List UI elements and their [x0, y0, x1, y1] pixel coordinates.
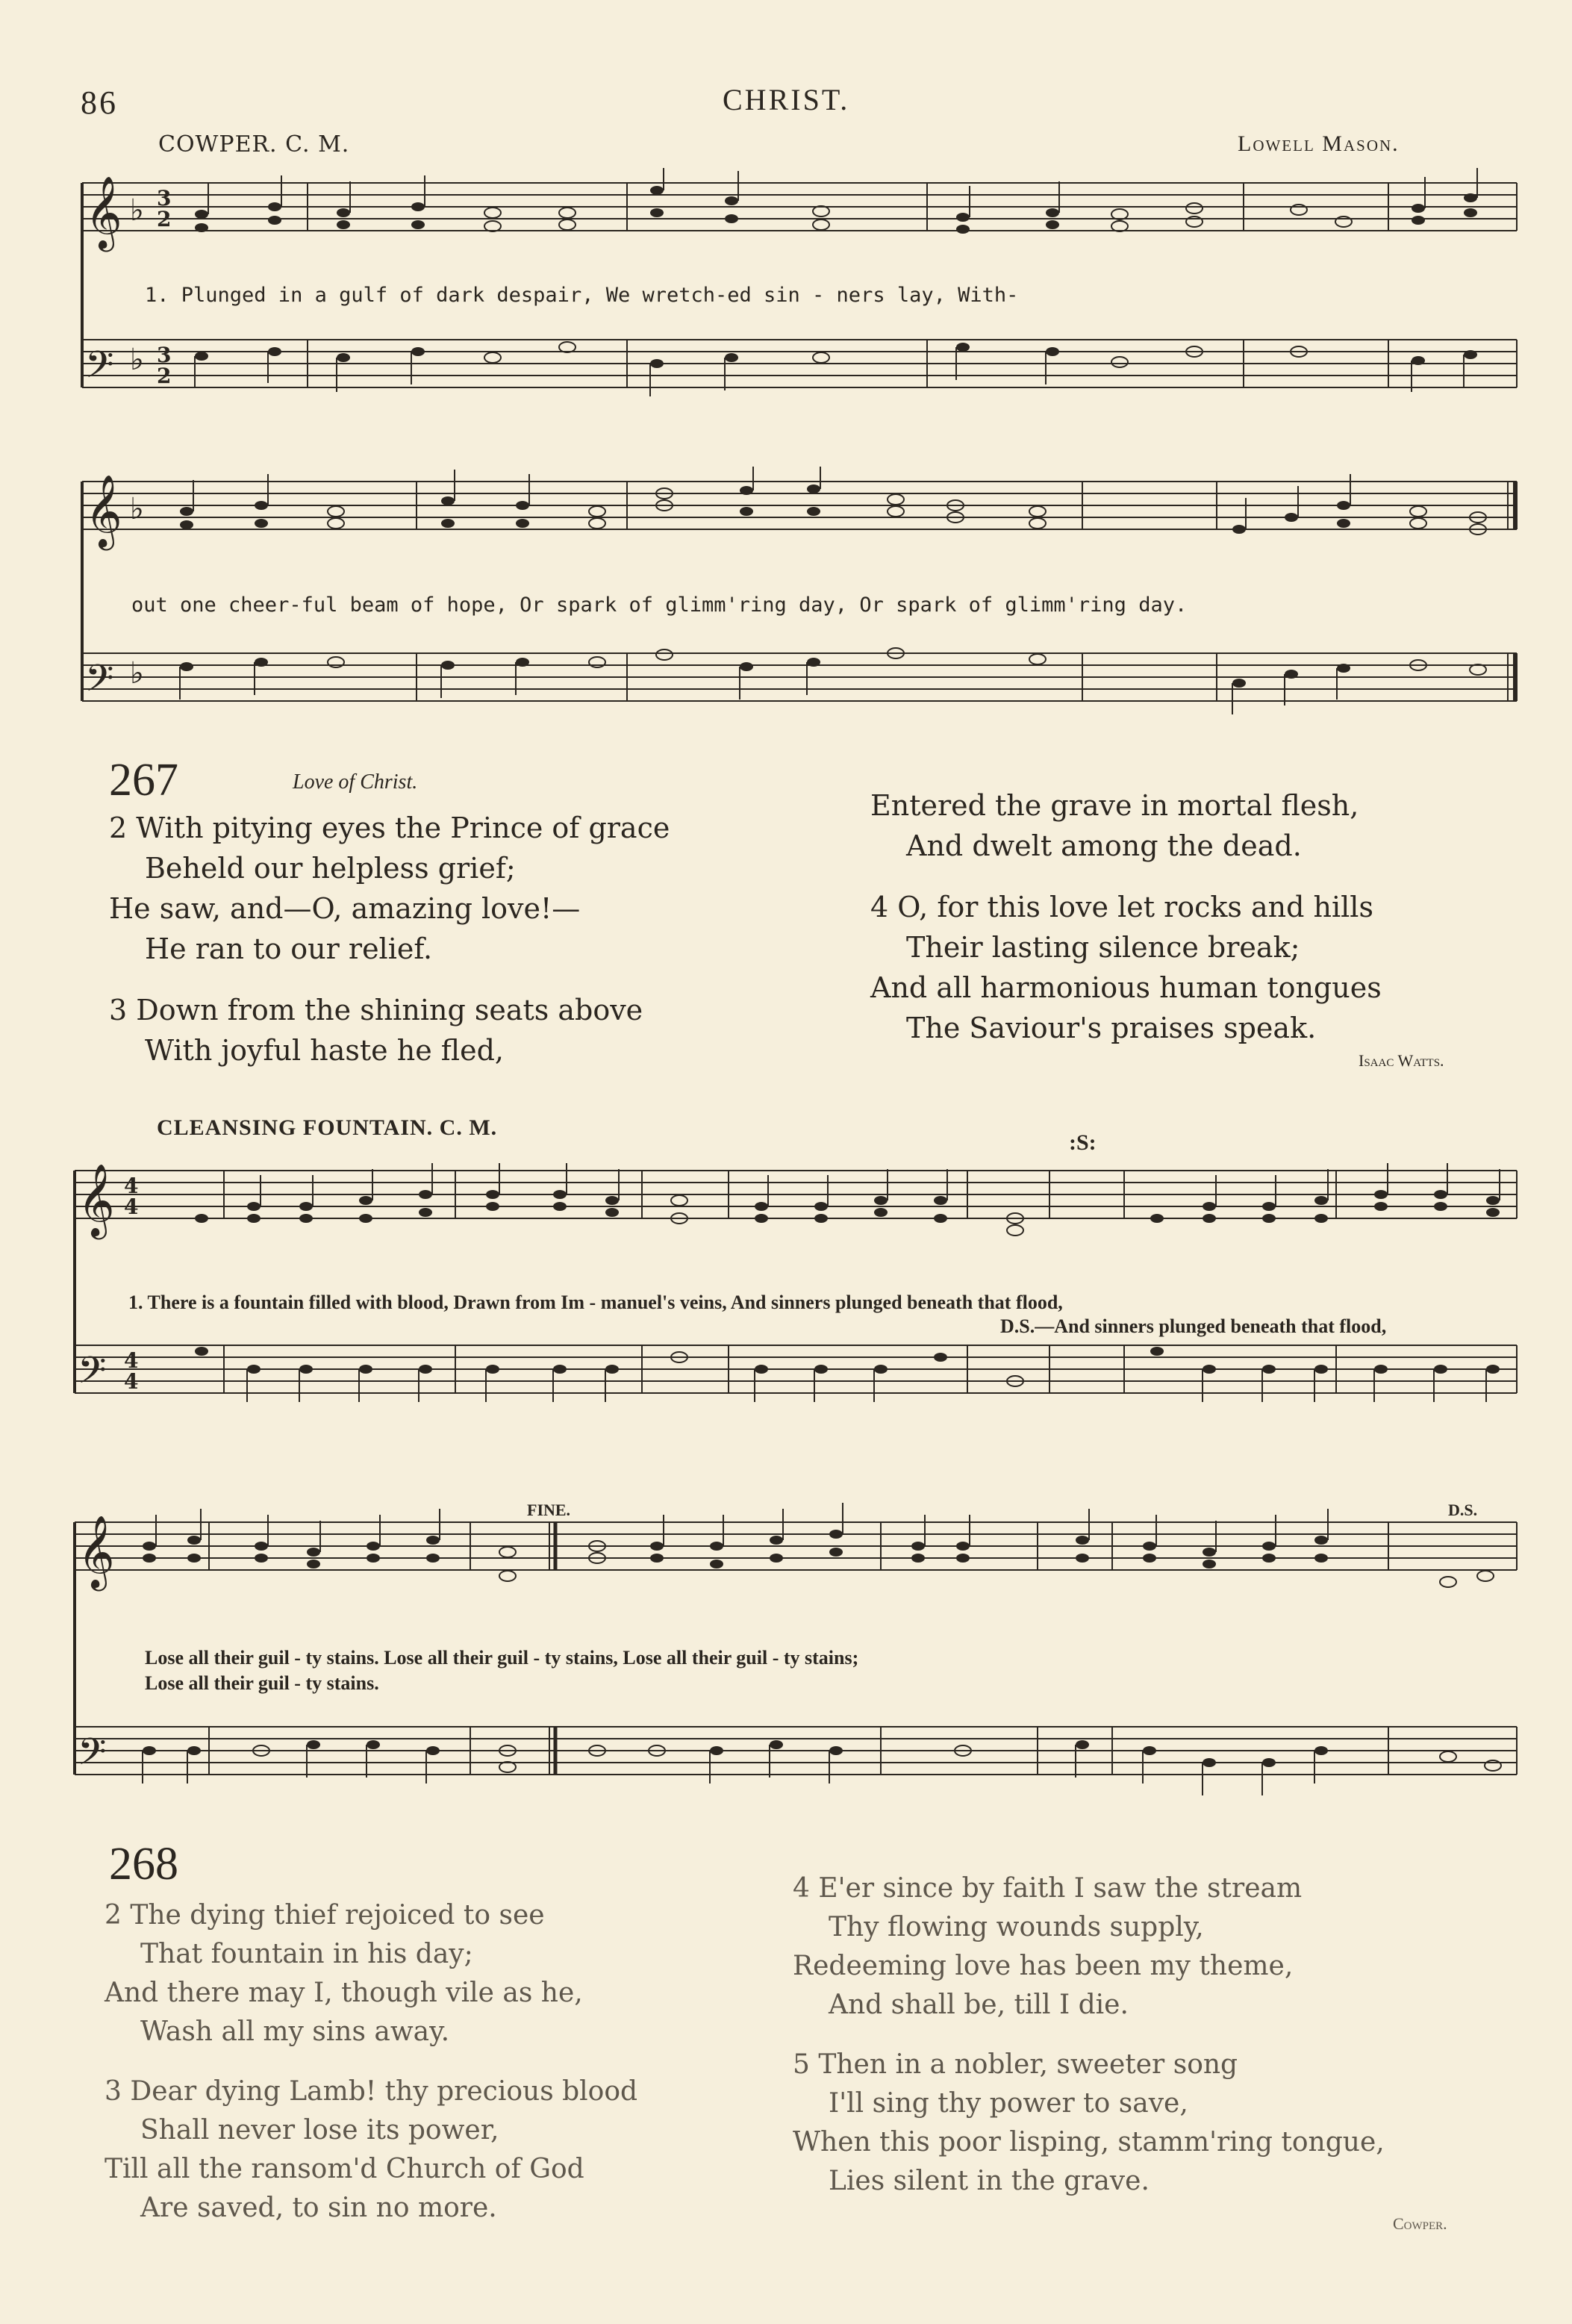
stanza-5: [793, 2046, 1385, 2201]
verse-line: 5 Then in a nobler, sweeter song: [793, 2049, 1238, 2080]
verse-line: 4 O, for this love let rocks and hills: [870, 891, 1373, 923]
svg-text:♭: ♭: [130, 656, 144, 691]
svg-text:♭: ♭: [130, 193, 144, 228]
svg-text:2: 2: [157, 364, 172, 388]
tune1-lyrics-line1: 1. Plunged in a gulf of dark despair, We wretch-ed sin - ners lay, With-: [145, 284, 1019, 307]
verse-line: 3 Down from the shining seats above: [109, 994, 643, 1027]
verse-line: Thy flowing wounds supply,: [829, 1912, 1204, 1943]
stanza-4: [793, 1869, 1385, 2025]
verse-line: Are saved, to sin no more.: [140, 2193, 497, 2223]
svg-text:4: 4: [124, 1174, 139, 1198]
verse-line: The Saviour's praises speak.: [906, 1012, 1317, 1044]
fine-mark: FINE.: [527, 1501, 571, 1519]
verse-line: And shall be, till I die.: [829, 1990, 1129, 2020]
tune-composer: Lowell Mason.: [1238, 131, 1400, 156]
verse-line: Shall never lose its power,: [140, 2115, 499, 2146]
svg-text:3: 3: [157, 343, 172, 367]
tune1-lyrics-line2: out one cheer-ful beam of hope, Or spark of glimm'ring day, Or spark of glimm'ring day.: [131, 594, 1188, 617]
svg-text:𝄞: 𝄞: [78, 1163, 115, 1236]
tune2-lyrics-line2: Lose all their guil - ty stains. Lose all their guil - ty stains, Lose all their guil - ty stains;: [145, 1647, 859, 1669]
svg-text:𝄢: 𝄢: [85, 657, 114, 709]
svg-text:𝄞: 𝄞: [85, 175, 122, 249]
verse-line: He saw, and—O, amazing love!—: [109, 892, 581, 925]
segno-mark: :S:: [1069, 1130, 1097, 1155]
hymn-268-author: Cowper.: [1393, 2214, 1447, 2233]
verse-line: I'll sing thy power to save,: [829, 2088, 1188, 2119]
verse-line: And dwelt among the dead.: [906, 829, 1302, 862]
svg-text:𝄞: 𝄞: [78, 1515, 115, 1588]
svg-text:𝄢: 𝄢: [85, 343, 114, 396]
verse-line: Till all the ransom'd Church of God: [105, 2154, 584, 2184]
verse-line: 2 With pitying eyes the Prince of grace: [109, 811, 670, 844]
verse-line: 2 The dying thief rejoiced to see: [105, 1900, 545, 1931]
verse-line: Their lasting silence break;: [906, 931, 1300, 964]
verse-line: Wash all my sins away.: [140, 2016, 450, 2047]
verse-line: With joyful haste he fled,: [145, 1034, 505, 1067]
svg-text:𝄢: 𝄢: [78, 1730, 107, 1783]
svg-text:4: 4: [124, 1369, 139, 1394]
tune2-lyrics-line1-ds: D.S.—And sinners plunged beneath that flood,: [1000, 1315, 1387, 1337]
verse-line: When this poor lisping, stamm'ring tongue,: [793, 2127, 1385, 2158]
stanza-3: [105, 2072, 637, 2228]
page-number: 86: [81, 84, 118, 121]
verse-line: 3 Dear dying Lamb! thy precious blood: [105, 2076, 638, 2107]
stanza-2: [109, 808, 670, 969]
verse-line: He ran to our relief.: [145, 932, 433, 965]
hymn-268-left-column: [105, 1896, 637, 2249]
hymn-267-right-column: [870, 785, 1382, 1069]
svg-text:3: 3: [157, 186, 172, 211]
svg-text:♭: ♭: [130, 492, 144, 526]
hymn-267-author: Isaac Watts.: [1359, 1051, 1444, 1070]
verse-line: Lies silent in the grave.: [829, 2166, 1150, 2196]
svg-text:4: 4: [124, 1348, 139, 1373]
verse-line: Entered the grave in mortal flesh,: [870, 789, 1359, 822]
stanza-2: [105, 1896, 637, 2052]
page-heading: CHRIST.: [723, 83, 850, 116]
verse-line: Redeeming love has been my theme,: [793, 1951, 1294, 1981]
svg-text:2: 2: [157, 207, 172, 231]
hymn-267-left-column: [109, 808, 670, 1091]
hymn-number-268: 268: [109, 1839, 178, 1890]
verse-line: 4 E'er since by faith I saw the stream: [793, 1873, 1303, 1904]
hymn-number-267: 267: [109, 755, 178, 806]
svg-text:𝄢: 𝄢: [78, 1349, 107, 1401]
music-system-1: [75, 168, 1523, 452]
tune-title: CLEANSING FOUNTAIN. C. M.: [157, 1115, 498, 1140]
svg-text:♭: ♭: [130, 343, 144, 377]
stanza-3: [109, 990, 670, 1071]
svg-text:𝄞: 𝄞: [85, 474, 122, 547]
tune-title: COWPER. C. M.: [158, 131, 350, 158]
hymn-268-right-column: [793, 1869, 1385, 2222]
stanza-4: [870, 887, 1382, 1048]
verse-line: That fountain in his day;: [140, 1939, 473, 1969]
hymn-267-subtitle: Love of Christ.: [293, 770, 418, 794]
verse-line: And all harmonious human tongues: [870, 971, 1382, 1004]
tune2-lyrics-line2-alt: Lose all their guil - ty stains.: [145, 1672, 379, 1694]
verse-line: Beheld our helpless grief;: [145, 852, 516, 885]
stanza-3-cont: [870, 785, 1382, 866]
ds-mark: D.S.: [1448, 1501, 1478, 1519]
verse-line: And there may I, though vile as he,: [105, 1978, 583, 2008]
svg-text:4: 4: [124, 1194, 139, 1219]
tune2-lyrics-line1: 1. There is a fountain filled with blood, Drawn from Im - manuel's veins, And sinners plunged beneath that flood,: [128, 1292, 1063, 1313]
